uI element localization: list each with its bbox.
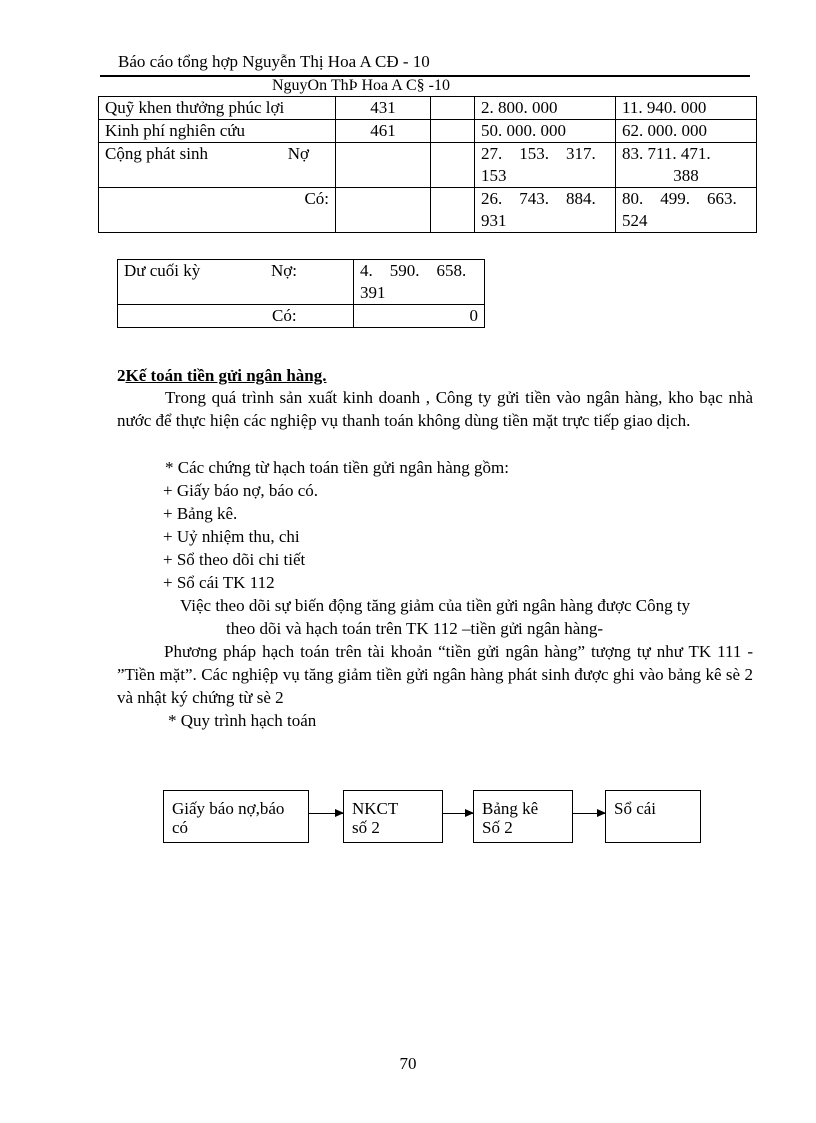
table-row (118, 305, 485, 328)
section-heading (117, 366, 327, 386)
value-line: 27. 153. 317. (481, 144, 596, 163)
value-line: 524 (622, 211, 648, 230)
flow-box-statement (473, 790, 573, 843)
tracking-line-2: theo dõi và hạch toán trên TK 112 –tiền gửi ngân hàng- (226, 619, 603, 638)
flow-box-bank-notice (163, 790, 309, 843)
value-line: 80. 499. 663. (622, 189, 737, 208)
account-name: Kinh phí nghiên cứu (99, 120, 336, 143)
empty-cell (431, 188, 475, 233)
balance-label: Dư cuối kỳ (124, 261, 201, 280)
box-text: có (172, 818, 189, 837)
empty-cell (336, 188, 431, 233)
value-line: 83. 711. 471. (622, 144, 711, 163)
page-number: 70 (399, 1054, 417, 1073)
page-header-subtitle: NguyOn ThÞ Hoa A C§ -10 (272, 77, 450, 94)
table-row (99, 97, 757, 120)
intro-paragraph: Trong quá trình sản xuất kinh doanh , Công ty gửi tiền vào ngân hàng, kho bạc nhà nước để thực hiện các nghiệp vụ thanh toán không dùng tiền mặt trực tiếp giao dịch. (117, 388, 753, 430)
box-text: Số 2 (482, 818, 513, 837)
page-header-title: Báo cáo tổng hợp Nguyễn Thị Hoa A CĐ - 10 (118, 52, 430, 71)
value-line: 4. 590. 658. (360, 261, 467, 280)
flow-arrow-icon (443, 813, 473, 814)
co-label: Có: (272, 306, 297, 325)
documents-heading: * Các chứng từ hạch toán tiền gửi ngân hàng gồm: (165, 458, 509, 477)
box-text: số 2 (352, 818, 380, 837)
balance-co-value: 0 (354, 305, 485, 328)
ledger-table (98, 96, 757, 233)
credit-value: 62. 000. 000 (616, 120, 757, 143)
list-item: + Giấy báo nợ, báo có. (163, 481, 319, 500)
process-heading: * Quy trình hạch toán (168, 711, 317, 730)
list-item: + Bảng kê. (163, 504, 238, 523)
section-number: 2 (117, 366, 126, 385)
arising-co-credit (616, 188, 757, 233)
value-line: 153 (481, 166, 507, 185)
no-label: Nợ (287, 144, 309, 163)
co-label-cell (118, 305, 354, 328)
method-paragraph: Phương pháp hạch toán trên tài khoản “tiền gửi ngân hàng” tượng tự như TK 111 - ”Tiền mặt”. Các nghiệp vụ tăng giảm tiền gửi ngân hàng phát sinh được ghi vào bảng kê sè 2 và nhật ký chứng từ sè 2 (117, 642, 753, 707)
account-name: Quỹ khen thưởng phúc lợi (99, 97, 336, 120)
section-title: Kế toán tiền gửi ngân hàng. (125, 366, 327, 385)
closing-balance-table (117, 259, 485, 328)
value-line: 26. 743. 884. (481, 189, 596, 208)
flow-arrow-icon (573, 813, 605, 814)
tracking-line-1: Việc theo dõi sự biến động tăng giảm của tiền gửi ngân hàng được Công ty (180, 596, 691, 615)
debit-value: 50. 000. 000 (475, 120, 616, 143)
value-line: 931 (481, 211, 507, 230)
table-row (99, 143, 757, 188)
list-item: + Sổ cái TK 112 (163, 573, 275, 592)
flow-arrow-icon (309, 813, 343, 814)
table-row (99, 120, 757, 143)
empty-cell (431, 120, 475, 143)
empty-cell (431, 97, 475, 120)
arising-label: Cộng phát sinh (105, 144, 208, 163)
balance-label-cell (118, 260, 354, 305)
empty-cell (431, 143, 475, 188)
box-text: Bảng kê (482, 799, 539, 818)
arising-co-debit (475, 188, 616, 233)
arising-label-cell (99, 143, 336, 188)
arising-no-debit (475, 143, 616, 188)
list-item: + Sổ theo dõi chi tiết (163, 550, 306, 569)
table-row (99, 188, 757, 233)
box-text: Sổ cái (614, 799, 657, 818)
credit-value: 11. 940. 000 (616, 97, 757, 120)
account-code: 431 (336, 97, 431, 120)
no-label: Nợ: (271, 261, 297, 280)
arising-no-credit (616, 143, 757, 188)
flow-box-nkct (343, 790, 443, 843)
box-text: NKCT (352, 799, 399, 818)
balance-no-value (354, 260, 485, 305)
debit-value: 2. 800. 000 (475, 97, 616, 120)
empty-cell (336, 143, 431, 188)
box-text: Giấy báo nợ,báo (172, 799, 285, 818)
co-label: Có: (304, 189, 329, 208)
co-label-cell (99, 188, 336, 233)
value-line: 388 (673, 166, 699, 185)
list-item: + Uỷ nhiệm thu, chi (163, 527, 300, 546)
account-code: 461 (336, 120, 431, 143)
table-row (118, 260, 485, 305)
value-line: 391 (360, 283, 386, 302)
flow-box-ledger (605, 790, 701, 843)
